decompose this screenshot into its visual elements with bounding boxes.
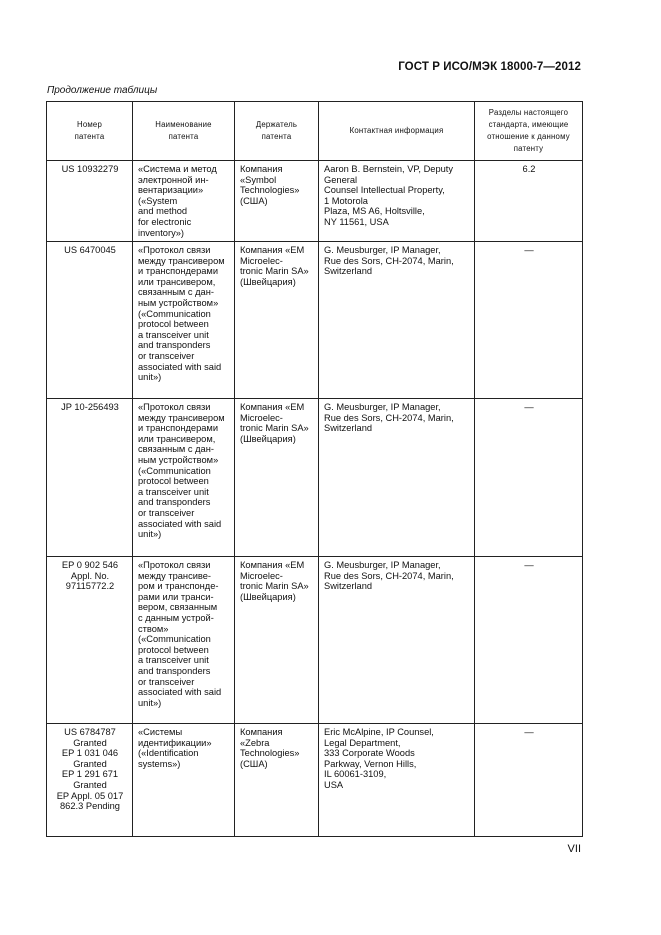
table-row — [47, 242, 583, 399]
contact-info-cell: Aaron B. Bernstein, VP, Deputy General Counsel Intellectual Property, 1 Motorola Plaza, MS A6, Holtsville, NY 11561, USA — [319, 161, 475, 242]
contact-info-cell: G. Meusburger, IP Manager, Rue des Sors, CH-2074, Marin, Switzerland — [319, 399, 475, 557]
patent-holder-cell: Компания «EM Microelec- tronic Marin SA» (Швейцария) — [235, 242, 319, 399]
contact-info-cell: Eric McAlpine, IP Counsel, Legal Department, 333 Corporate Woods Parkway, Vernon Hills, IL 60061-3109, USA — [319, 724, 475, 837]
patent-holder-cell: Компания «EM Microelec- tronic Marin SA» (Швейцария) — [235, 557, 319, 724]
patent-number-cell: EP 0 902 546 Appl. No. 97115772.2 — [47, 557, 133, 724]
patent-title-cell: «Протокол связи между трансивером и транспондерами или трансивером, связанным с дан- ным устройством» («Communication protocol between a transceiver unit and transponders or transceiver associated with said unit») — [133, 399, 235, 557]
related-sections-cell: — — [475, 399, 583, 557]
contact-info-cell: G. Meusburger, IP Manager, Rue des Sors, CH-2074, Marin, Switzerland — [319, 557, 475, 724]
related-sections-cell: 6.2 — [475, 161, 583, 242]
table-row — [47, 161, 583, 242]
patent-number-cell: US 10932279 — [47, 161, 133, 242]
patent-title-cell: «Система и метод электронной ин- вентаризации» («System and method for electronic inventory») — [133, 161, 235, 242]
patent-title-cell: «Протокол связи между трансивером и транспондерами или трансивером, связанным с дан- ным устройством» («Communication protocol between a transceiver unit and transponders or transceiver associated with said unit») — [133, 242, 235, 399]
contact-info-cell: G. Meusburger, IP Manager, Rue des Sors, CH-2074, Marin, Switzerland — [319, 242, 475, 399]
table-row — [47, 557, 583, 724]
patent-holder-cell: Компания «EM Microelec- tronic Marin SA» (Швейцария) — [235, 399, 319, 557]
table-header-row — [47, 102, 583, 161]
table-row — [47, 724, 583, 837]
patents-table — [46, 101, 583, 837]
table-continuation-label: Продолжение таблицы — [47, 85, 158, 96]
column-header-patent-holder: Держатель патента — [235, 102, 319, 161]
patent-number-cell: US 6784787 Granted EP 1 031 046 Granted EP 1 291 671 Granted EP Appl. 05 017 862.3 Pending — [47, 724, 133, 837]
column-header-patent-title: Наименование патента — [133, 102, 235, 161]
related-sections-cell: — — [475, 724, 583, 837]
table-row — [47, 399, 583, 557]
patent-title-cell: «Системы идентификации» («Identification systems») — [133, 724, 235, 837]
patent-holder-cell: Компания «Symbol Technologies» (США) — [235, 161, 319, 242]
page-number: VII — [567, 843, 581, 855]
patent-holder-cell: Компания «Zebra Technologies» (США) — [235, 724, 319, 837]
column-header-contact-info: Контактная информация — [319, 102, 475, 161]
related-sections-cell: — — [475, 242, 583, 399]
column-header-patent-number: Номер патента — [47, 102, 133, 161]
patent-title-cell: «Протокол связи между трансиве- ром и транспонде- рами или транси- вером, связанным с данным устрой- ством» («Communication protocol between a transceiver unit and transponders or transceiver associated with said unit») — [133, 557, 235, 724]
column-header-related-sections: Разделы настоящего стандарта, имеющие отношение к данному патенту — [475, 102, 583, 161]
document-standard-header: ГОСТ Р ИСО/МЭК 18000-7—2012 — [398, 61, 581, 73]
patent-number-cell: US 6470045 — [47, 242, 133, 399]
related-sections-cell: — — [475, 557, 583, 724]
patent-number-cell: JP 10-256493 — [47, 399, 133, 557]
